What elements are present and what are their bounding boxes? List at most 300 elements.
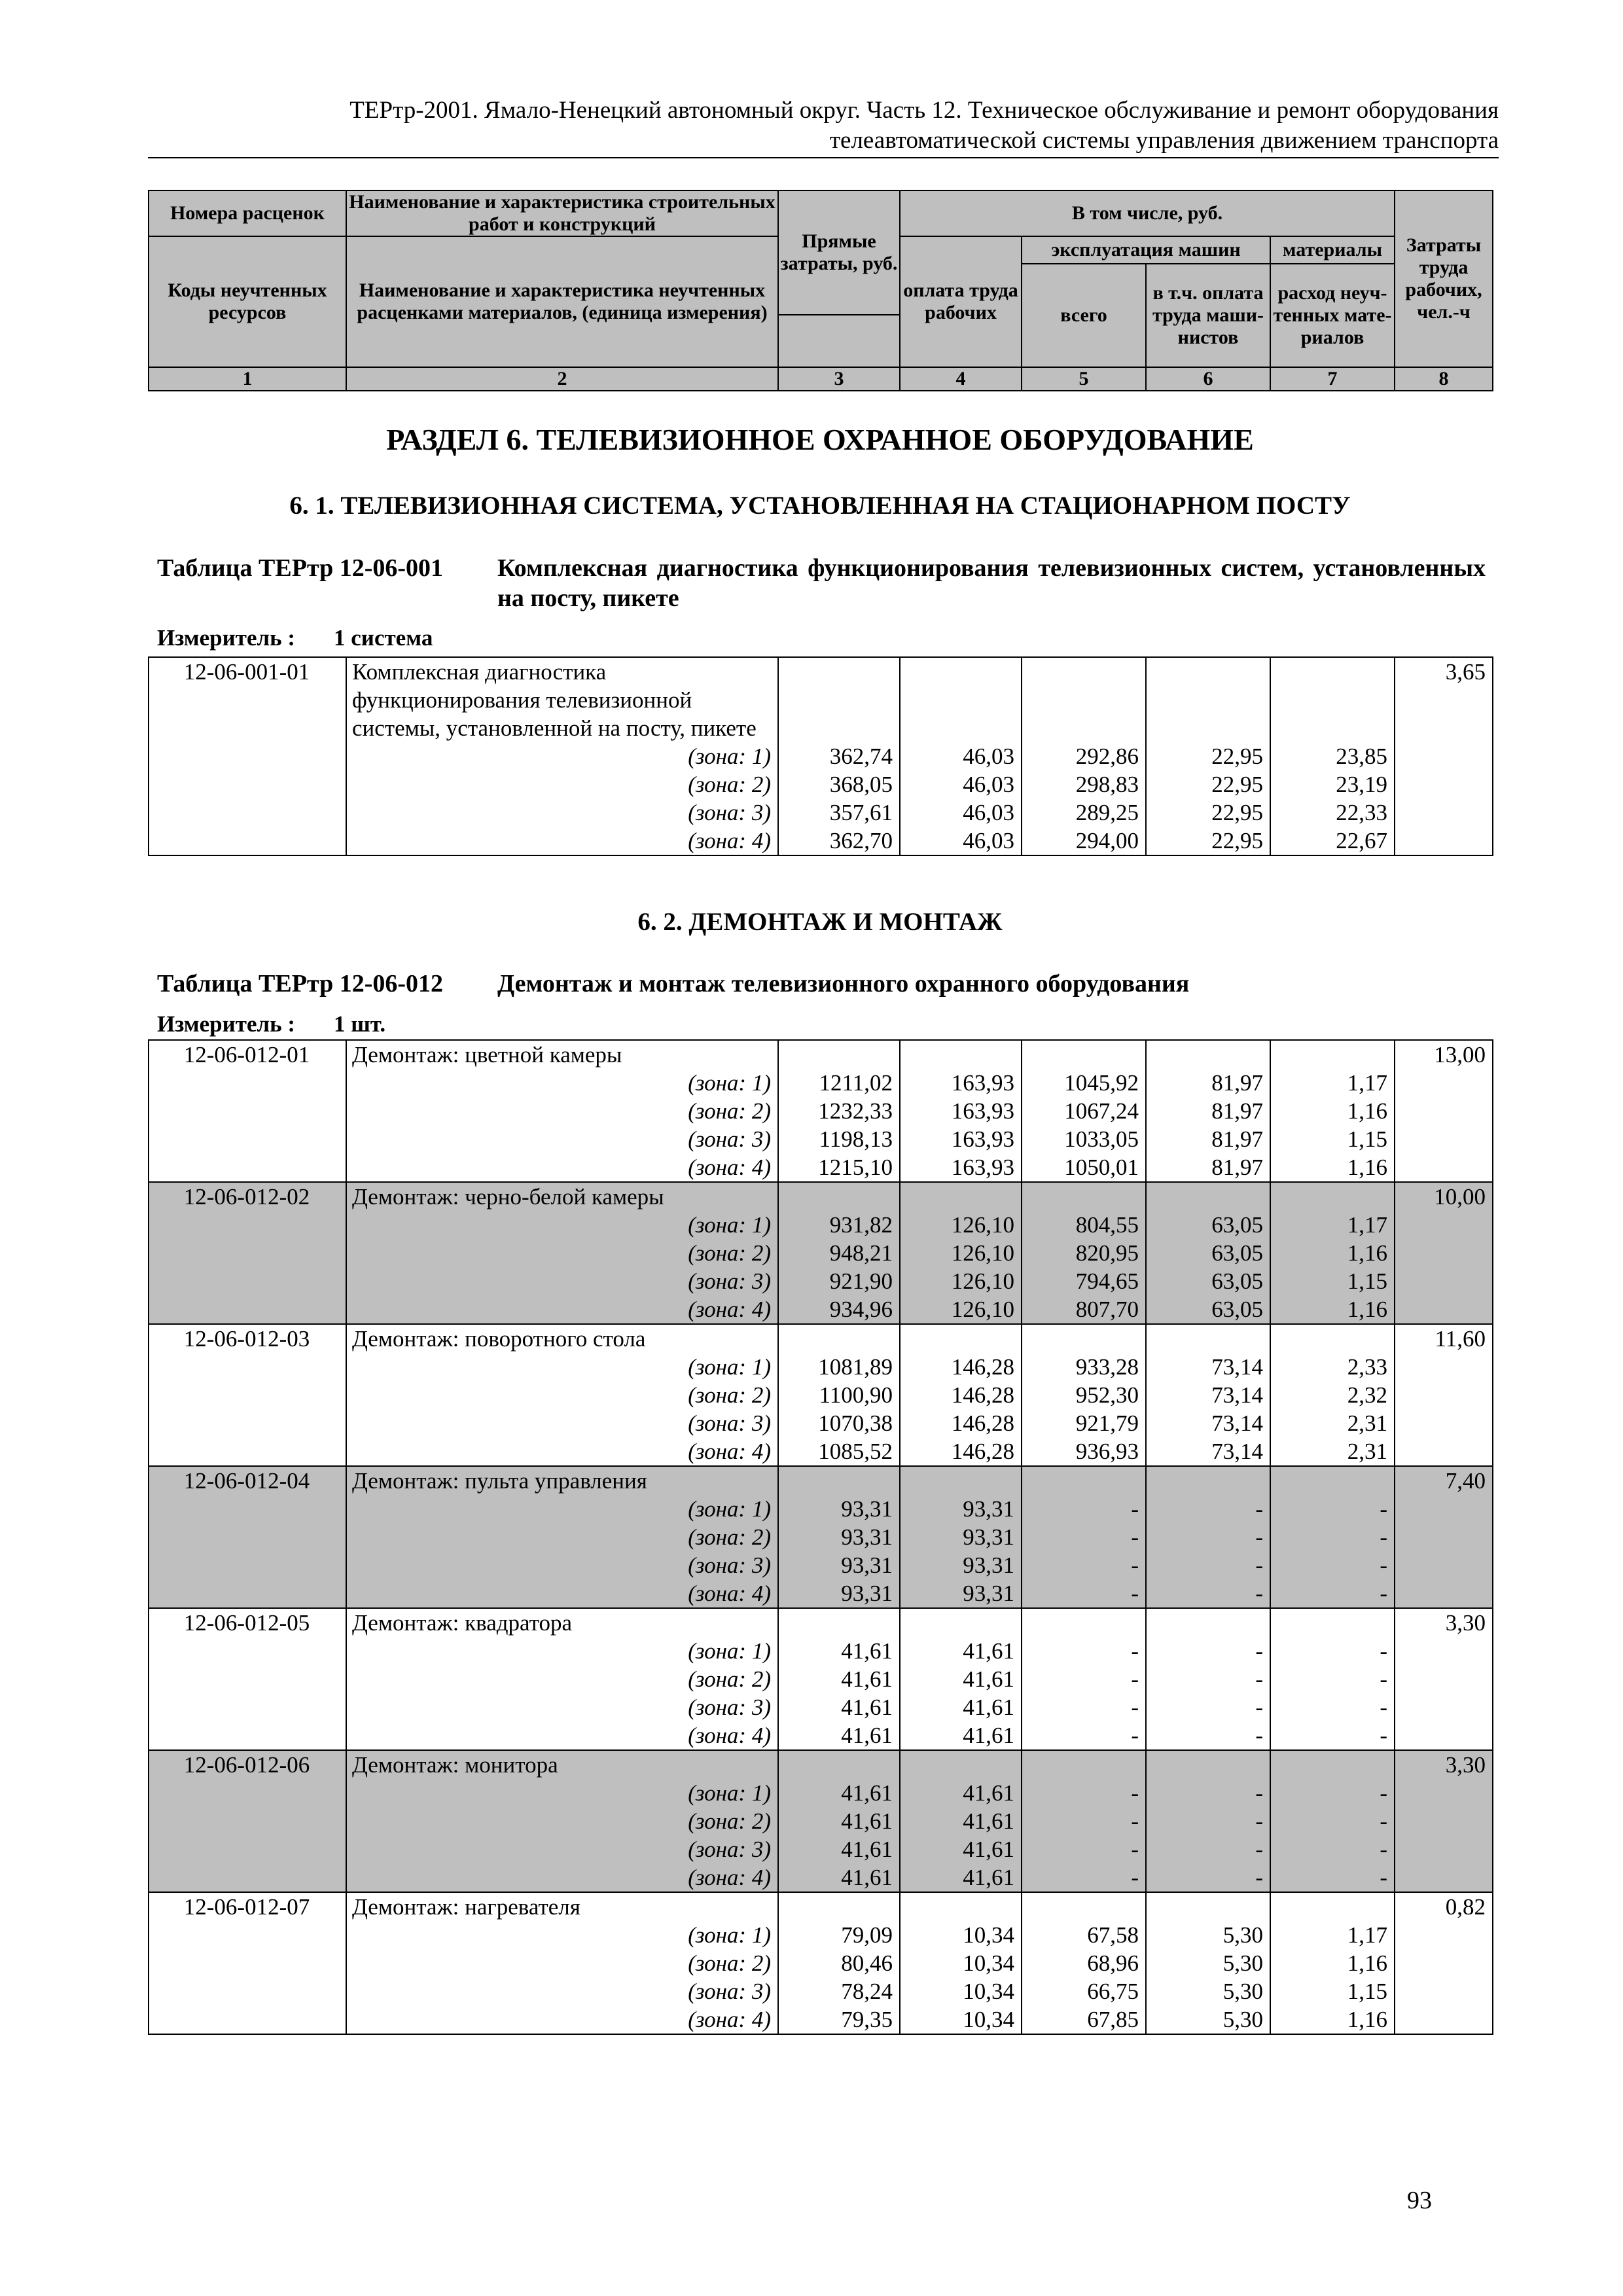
worker-pay: 126,10 — [900, 1295, 1022, 1324]
empty-cell — [149, 1665, 346, 1693]
direct-cost: 79,35 — [778, 2005, 900, 2034]
empty-cell — [1395, 1267, 1493, 1295]
empty-cell — [900, 1324, 1022, 1353]
rate-code: 12-06-012-06 — [149, 1750, 346, 1779]
operator-pay: 81,97 — [1146, 1069, 1270, 1097]
worker-pay: 10,34 — [900, 1921, 1022, 1949]
empty-cell — [900, 1892, 1022, 1921]
materials-cost: 23,85 — [1270, 742, 1395, 770]
zone-row — [149, 1267, 1493, 1295]
empty-cell — [149, 1409, 346, 1437]
empty-cell — [1395, 827, 1493, 855]
empty-cell — [1022, 1608, 1146, 1637]
measure-label: Измеритель : — [157, 1011, 296, 1037]
machines-total: - — [1022, 1779, 1146, 1807]
zone-label: (зона: 1) — [346, 1069, 778, 1097]
empty-cell — [1395, 770, 1493, 798]
worker-pay: 41,61 — [900, 1665, 1022, 1693]
direct-cost: 41,61 — [778, 1835, 900, 1863]
labor-cost: 3,30 — [1395, 1608, 1493, 1637]
zone-label: (зона: 1) — [346, 1211, 778, 1239]
machines-total: - — [1022, 1807, 1146, 1835]
empty-cell — [149, 1211, 346, 1239]
rate-row-header — [149, 1324, 1493, 1353]
rate-name: Демонтаж: поворотного стола — [346, 1324, 778, 1353]
materials-cost: 22,67 — [1270, 827, 1395, 855]
direct-cost: 80,46 — [778, 1949, 900, 1977]
worker-pay: 163,93 — [900, 1153, 1022, 1182]
machines-total: 1050,01 — [1022, 1153, 1146, 1182]
rate-row-header — [149, 1750, 1493, 1779]
machines-total: 66,75 — [1022, 1977, 1146, 2005]
materials-cost: 1,16 — [1270, 1097, 1395, 1125]
worker-pay: 46,03 — [900, 798, 1022, 827]
materials-cost: 2,31 — [1270, 1437, 1395, 1466]
operator-pay: 73,14 — [1146, 1381, 1270, 1409]
empty-cell — [1395, 742, 1493, 770]
rates-table-12-06-001 — [148, 656, 1493, 856]
empty-cell — [1395, 1721, 1493, 1750]
operator-pay: 5,30 — [1146, 1977, 1270, 2005]
empty-cell — [149, 1807, 346, 1835]
zone-row — [149, 1523, 1493, 1551]
materials-cost: - — [1270, 1665, 1395, 1693]
header-resource-codes: Коды неучтенных ресурсов — [149, 236, 346, 367]
zone-label: (зона: 2) — [346, 1239, 778, 1267]
machines-total: 298,83 — [1022, 770, 1146, 798]
zone-label: (зона: 4) — [346, 827, 778, 855]
worker-pay: 46,03 — [900, 770, 1022, 798]
empty-cell — [778, 1324, 900, 1353]
worker-pay: 93,31 — [900, 1523, 1022, 1551]
empty-cell — [1270, 1040, 1395, 1069]
empty-cell — [149, 1579, 346, 1608]
worker-pay: 163,93 — [900, 1125, 1022, 1153]
zone-row — [149, 1409, 1493, 1437]
materials-cost: 1,16 — [1270, 1239, 1395, 1267]
operator-pay: 81,97 — [1146, 1125, 1270, 1153]
zone-label: (зона: 3) — [346, 1125, 778, 1153]
direct-cost: 79,09 — [778, 1921, 900, 1949]
measure-label: Измеритель : — [157, 625, 296, 651]
header-direct-costs: Прямые затраты, руб. — [778, 190, 900, 315]
zone-row — [149, 1637, 1493, 1665]
materials-cost: - — [1270, 1835, 1395, 1863]
column-header-table — [148, 190, 1493, 391]
direct-cost: 41,61 — [778, 1779, 900, 1807]
worker-pay: 163,93 — [900, 1069, 1022, 1097]
empty-cell — [149, 798, 346, 827]
zone-row — [149, 1835, 1493, 1863]
empty-cell — [1395, 1949, 1493, 1977]
empty-cell — [1395, 1665, 1493, 1693]
materials-cost: 1,17 — [1270, 1211, 1395, 1239]
operator-pay: 5,30 — [1146, 1921, 1270, 1949]
zone-label: (зона: 1) — [346, 1921, 778, 1949]
materials-cost: - — [1270, 1637, 1395, 1665]
empty-cell — [149, 1069, 346, 1097]
empty-cell — [149, 1495, 346, 1523]
zone-row — [149, 827, 1493, 855]
zone-row — [149, 1097, 1493, 1125]
zone-row — [149, 1863, 1493, 1892]
zone-label: (зона: 2) — [346, 1807, 778, 1835]
zone-row — [149, 1721, 1493, 1750]
labor-cost: 3,65 — [1395, 657, 1493, 742]
labor-cost: 7,40 — [1395, 1466, 1493, 1495]
direct-cost: 357,61 — [778, 798, 900, 827]
zone-label: (зона: 1) — [346, 1637, 778, 1665]
worker-pay: 146,28 — [900, 1381, 1022, 1409]
materials-cost: 1,16 — [1270, 1153, 1395, 1182]
zone-label: (зона: 2) — [346, 1949, 778, 1977]
zone-label: (зона: 4) — [346, 1153, 778, 1182]
direct-cost: 934,96 — [778, 1295, 900, 1324]
zone-row — [149, 1069, 1493, 1097]
direct-cost: 362,70 — [778, 827, 900, 855]
machines-total: - — [1022, 1579, 1146, 1608]
header-material-name: Наименование и характеристика неучтенных расценками материалов, (единица измерения) — [346, 236, 778, 367]
empty-cell — [1146, 1892, 1270, 1921]
worker-pay: 126,10 — [900, 1211, 1022, 1239]
operator-pay: 63,05 — [1146, 1267, 1270, 1295]
machines-total: 294,00 — [1022, 827, 1146, 855]
empty-cell — [778, 657, 900, 742]
machines-total: 289,25 — [1022, 798, 1146, 827]
rate-row-header — [149, 1466, 1493, 1495]
materials-cost: - — [1270, 1551, 1395, 1579]
direct-cost: 1198,13 — [778, 1125, 900, 1153]
labor-cost: 13,00 — [1395, 1040, 1493, 1069]
rate-name: Демонтаж: пульта управления — [346, 1466, 778, 1495]
direct-cost: 93,31 — [778, 1495, 900, 1523]
materials-cost: - — [1270, 1721, 1395, 1750]
rate-row-header — [149, 657, 1493, 742]
col-num-7: 7 — [1270, 367, 1395, 391]
zone-row — [149, 1579, 1493, 1608]
zone-label: (зона: 1) — [346, 1353, 778, 1381]
materials-cost: 1,15 — [1270, 1977, 1395, 2005]
operator-pay: - — [1146, 1807, 1270, 1835]
empty-cell — [1395, 1125, 1493, 1153]
rate-code: 12-06-012-02 — [149, 1182, 346, 1211]
empty-cell — [149, 770, 346, 798]
empty-cell — [1395, 1381, 1493, 1409]
operator-pay: 22,95 — [1146, 827, 1270, 855]
empty-cell — [149, 2005, 346, 2034]
operator-pay: 73,14 — [1146, 1353, 1270, 1381]
empty-cell — [1270, 1324, 1395, 1353]
empty-cell — [1146, 657, 1270, 742]
zone-label: (зона: 3) — [346, 1835, 778, 1863]
materials-cost: 22,33 — [1270, 798, 1395, 827]
zone-row — [149, 1921, 1493, 1949]
empty-cell — [1270, 1466, 1395, 1495]
rate-name: Демонтаж: нагревателя — [346, 1892, 778, 1921]
machines-total: 1033,05 — [1022, 1125, 1146, 1153]
zone-label: (зона: 1) — [346, 1779, 778, 1807]
worker-pay: 41,61 — [900, 1693, 1022, 1721]
zone-label: (зона: 3) — [346, 1977, 778, 2005]
empty-cell — [1395, 1779, 1493, 1807]
empty-cell — [149, 1551, 346, 1579]
empty-cell — [1270, 657, 1395, 742]
operator-pay: - — [1146, 1523, 1270, 1551]
worker-pay: 41,61 — [900, 1779, 1022, 1807]
zone-label: (зона: 4) — [346, 2005, 778, 2034]
operator-pay: 5,30 — [1146, 1949, 1270, 1977]
table-caption-12-06-001 — [157, 553, 1486, 613]
worker-pay: 93,31 — [900, 1579, 1022, 1608]
empty-cell — [900, 1182, 1022, 1211]
empty-cell — [1146, 1040, 1270, 1069]
machines-total: - — [1022, 1835, 1146, 1863]
operator-pay: - — [1146, 1579, 1270, 1608]
col-num-5: 5 — [1022, 367, 1146, 391]
machines-total: - — [1022, 1693, 1146, 1721]
operator-pay: - — [1146, 1693, 1270, 1721]
empty-cell — [1395, 1863, 1493, 1892]
empty-cell — [149, 827, 346, 855]
empty-cell — [149, 1835, 346, 1863]
zone-label: (зона: 2) — [346, 1523, 778, 1551]
subsection-1-title: 6. 1. ТЕЛЕВИЗИОННАЯ СИСТЕМА, УСТАНОВЛЕННАЯ НА СТАЦИОНАРНОМ ПОСТУ — [289, 492, 1351, 520]
direct-cost: 948,21 — [778, 1239, 900, 1267]
zone-label: (зона: 4) — [346, 1863, 778, 1892]
header-rule — [148, 157, 1499, 158]
empty-cell — [1395, 1693, 1493, 1721]
operator-pay: 81,97 — [1146, 1153, 1270, 1182]
zone-label: (зона: 4) — [346, 1721, 778, 1750]
empty-cell — [1146, 1608, 1270, 1637]
direct-cost: 1085,52 — [778, 1437, 900, 1466]
col-num-8: 8 — [1395, 367, 1493, 391]
empty-cell — [1146, 1324, 1270, 1353]
measure-value: 1 шт. — [334, 1011, 386, 1037]
rate-name: Демонтаж: монитора — [346, 1750, 778, 1779]
empty-cell — [1395, 1437, 1493, 1466]
table-caption-12-06-012 — [157, 969, 1486, 999]
labor-cost: 0,82 — [1395, 1892, 1493, 1921]
machines-total: - — [1022, 1637, 1146, 1665]
zone-row — [149, 1125, 1493, 1153]
materials-cost: - — [1270, 1579, 1395, 1608]
empty-cell — [900, 1608, 1022, 1637]
header-machines: эксплуатация машин — [1022, 236, 1270, 264]
running-header-line2: телеавтоматической системы управления движением транспорта — [829, 127, 1499, 154]
direct-cost: 41,61 — [778, 1807, 900, 1835]
empty-cell — [1146, 1466, 1270, 1495]
empty-cell — [1395, 798, 1493, 827]
empty-cell — [778, 1182, 900, 1211]
zone-row — [149, 1381, 1493, 1409]
empty-cell — [1022, 1466, 1146, 1495]
materials-cost: 1,15 — [1270, 1125, 1395, 1153]
empty-cell — [1022, 657, 1146, 742]
zone-label: (зона: 3) — [346, 1409, 778, 1437]
direct-cost: 41,61 — [778, 1693, 900, 1721]
empty-cell — [1395, 1807, 1493, 1835]
machines-total: - — [1022, 1551, 1146, 1579]
empty-cell — [1022, 1182, 1146, 1211]
empty-cell — [1270, 1182, 1395, 1211]
empty-cell — [149, 1437, 346, 1466]
worker-pay: 46,03 — [900, 827, 1022, 855]
header-materials: материалы — [1270, 236, 1395, 264]
worker-pay: 10,34 — [900, 2005, 1022, 2034]
col-num-6: 6 — [1146, 367, 1270, 391]
empty-cell — [149, 1949, 346, 1977]
section-title: РАЗДЕЛ 6. ТЕЛЕВИЗИОННОЕ ОХРАННОЕ ОБОРУДОВАНИЕ — [386, 423, 1254, 456]
empty-cell — [1395, 1579, 1493, 1608]
direct-cost: 368,05 — [778, 770, 900, 798]
direct-cost: 78,24 — [778, 1977, 900, 2005]
empty-cell — [149, 1267, 346, 1295]
header-including: В том числе, руб. — [900, 190, 1395, 236]
machines-total: 820,95 — [1022, 1239, 1146, 1267]
rate-code: 12-06-012-04 — [149, 1466, 346, 1495]
empty-cell — [1022, 1892, 1146, 1921]
empty-cell — [1395, 1495, 1493, 1523]
worker-pay: 93,31 — [900, 1551, 1022, 1579]
materials-cost: 2,32 — [1270, 1381, 1395, 1409]
zone-label: (зона: 4) — [346, 1295, 778, 1324]
zone-row — [149, 770, 1493, 798]
empty-cell — [1395, 1637, 1493, 1665]
zone-row — [149, 1239, 1493, 1267]
zone-label: (зона: 2) — [346, 1381, 778, 1409]
machines-total: 936,93 — [1022, 1437, 1146, 1466]
rate-code: 12-06-012-03 — [149, 1324, 346, 1353]
header-machines-total: всего — [1022, 264, 1146, 367]
empty-cell — [149, 1125, 346, 1153]
operator-pay: - — [1146, 1495, 1270, 1523]
zone-row — [149, 1211, 1493, 1239]
worker-pay: 146,28 — [900, 1437, 1022, 1466]
zone-row — [149, 1693, 1493, 1721]
machines-total: 67,85 — [1022, 2005, 1146, 2034]
operator-pay: - — [1146, 1779, 1270, 1807]
empty-cell — [900, 1750, 1022, 1779]
operator-pay: - — [1146, 1863, 1270, 1892]
empty-cell — [149, 1863, 346, 1892]
rate-code: 12-06-012-05 — [149, 1608, 346, 1637]
empty-cell — [149, 1381, 346, 1409]
materials-cost: 1,16 — [1270, 2005, 1395, 2034]
operator-pay: 5,30 — [1146, 2005, 1270, 2034]
machines-total: 952,30 — [1022, 1381, 1146, 1409]
empty-cell — [149, 1097, 346, 1125]
operator-pay: 73,14 — [1146, 1409, 1270, 1437]
operator-pay: - — [1146, 1721, 1270, 1750]
zone-row — [149, 1353, 1493, 1381]
direct-cost: 1215,10 — [778, 1153, 900, 1182]
zone-row — [149, 1977, 1493, 2005]
direct-cost: 931,82 — [778, 1211, 900, 1239]
empty-cell — [1022, 1324, 1146, 1353]
worker-pay: 41,61 — [900, 1637, 1022, 1665]
operator-pay: 63,05 — [1146, 1295, 1270, 1324]
empty-cell — [778, 1750, 900, 1779]
empty-cell — [1270, 1750, 1395, 1779]
empty-cell — [1022, 1040, 1146, 1069]
worker-pay: 126,10 — [900, 1239, 1022, 1267]
zone-label: (зона: 1) — [346, 742, 778, 770]
labor-cost: 11,60 — [1395, 1324, 1493, 1353]
direct-cost: 921,90 — [778, 1267, 900, 1295]
zone-row — [149, 1779, 1493, 1807]
measure-value: 1 система — [334, 625, 433, 651]
worker-pay: 46,03 — [900, 742, 1022, 770]
rate-name: Демонтаж: квадратора — [346, 1608, 778, 1637]
rate-row-header — [149, 1182, 1493, 1211]
machines-total: - — [1022, 1665, 1146, 1693]
zone-label: (зона: 4) — [346, 1437, 778, 1466]
operator-pay: 22,95 — [1146, 742, 1270, 770]
table-number: Таблица ТЕРтр 12-06-012 — [157, 970, 444, 997]
empty-cell — [778, 1892, 900, 1921]
zone-row — [149, 742, 1493, 770]
empty-cell — [1395, 1353, 1493, 1381]
direct-cost: 1232,33 — [778, 1097, 900, 1125]
empty-cell — [1395, 1153, 1493, 1182]
empty-cell — [1395, 1409, 1493, 1437]
header-material-use: расход неуч-тенных мате-риалов — [1270, 264, 1395, 367]
empty-cell — [149, 1721, 346, 1750]
materials-cost: - — [1270, 1863, 1395, 1892]
empty-cell — [778, 1608, 900, 1637]
worker-pay: 41,61 — [900, 1721, 1022, 1750]
materials-cost: 2,31 — [1270, 1409, 1395, 1437]
operator-pay: 22,95 — [1146, 798, 1270, 827]
worker-pay: 10,34 — [900, 1977, 1022, 2005]
machines-total: - — [1022, 1863, 1146, 1892]
header-rate-numbers: Номера расценок — [149, 190, 346, 236]
empty-cell — [1395, 1097, 1493, 1125]
zone-label: (зона: 2) — [346, 1097, 778, 1125]
operator-pay: 22,95 — [1146, 770, 1270, 798]
materials-cost: 1,16 — [1270, 1295, 1395, 1324]
materials-cost: - — [1270, 1495, 1395, 1523]
direct-cost: 93,31 — [778, 1523, 900, 1551]
empty-cell — [900, 1466, 1022, 1495]
materials-cost: - — [1270, 1693, 1395, 1721]
empty-cell — [1395, 1551, 1493, 1579]
materials-cost: 1,16 — [1270, 1949, 1395, 1977]
col-num-4: 4 — [900, 367, 1022, 391]
materials-cost: - — [1270, 1779, 1395, 1807]
measure-unit — [157, 625, 433, 651]
zone-row — [149, 1949, 1493, 1977]
empty-cell — [149, 1921, 346, 1949]
labor-cost: 3,30 — [1395, 1750, 1493, 1779]
empty-cell — [1270, 1892, 1395, 1921]
zone-row — [149, 1437, 1493, 1466]
operator-pay: 81,97 — [1146, 1097, 1270, 1125]
direct-cost: 41,61 — [778, 1863, 900, 1892]
zone-row — [149, 1295, 1493, 1324]
direct-cost: 362,74 — [778, 742, 900, 770]
empty-cell — [778, 1466, 900, 1495]
empty-cell — [1146, 1750, 1270, 1779]
empty-cell — [1395, 1523, 1493, 1551]
col-num-2: 2 — [346, 367, 778, 391]
machines-total: 794,65 — [1022, 1267, 1146, 1295]
operator-pay: 73,14 — [1146, 1437, 1270, 1466]
worker-pay: 146,28 — [900, 1353, 1022, 1381]
direct-cost: 41,61 — [778, 1721, 900, 1750]
empty-cell — [900, 657, 1022, 742]
